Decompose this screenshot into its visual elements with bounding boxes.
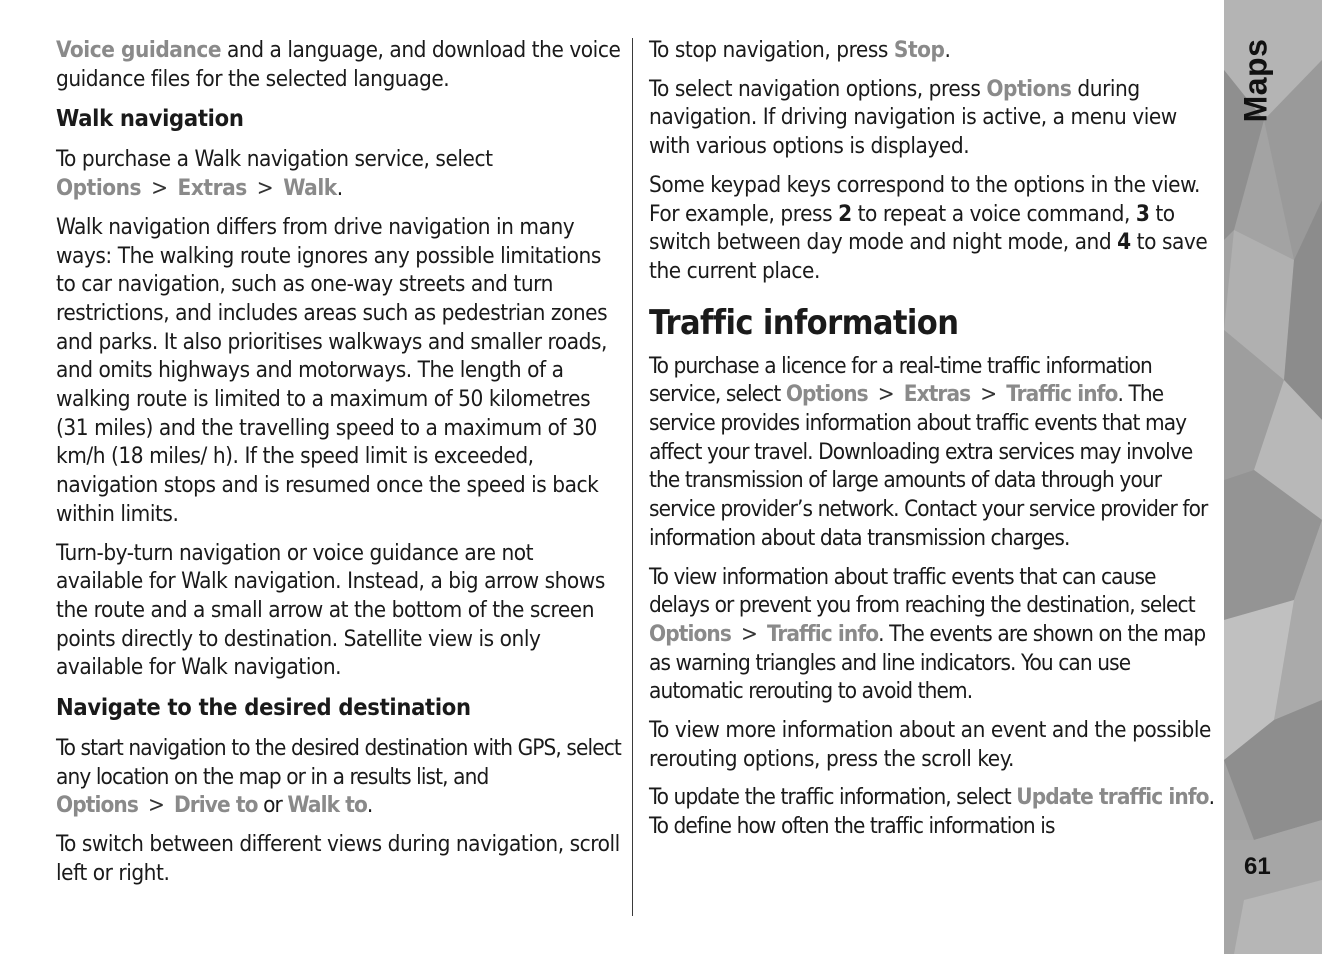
keyword-traffic-info: Traffic info	[766, 620, 879, 647]
paragraph-traffic-events: To view information about traffic events that can cause delays or prevent you from reaching the destination, select Options > Traffic info. The events are shown on the map as warning triangles and line indicators. You can use automatic rerouting to avoid them.	[649, 563, 1206, 705]
key-4: 4	[1117, 229, 1131, 256]
paragraph-walk-purchase: To purchase a Walk navigation service, select Options > Extras > Walk.	[56, 146, 493, 202]
paragraph-start-navigation: To start navigation to the desired destination with GPS, select any location on the map or in a results list, and Options > Drive to or Walk to.	[56, 735, 621, 819]
section-title	[1232, 30, 1280, 130]
paragraph-walk-turn-by-turn: Turn-by-turn navigation or voice guidance are not available for Walk navigation. Instead, a big arrow shows the route and a small arrow at the bottom of the screen points directly to destination. Satellite view is only available for Walk navigation.	[56, 539, 605, 681]
column-divider	[632, 38, 633, 916]
keyword-traffic-info: Traffic info	[1006, 381, 1118, 408]
key-2: 2	[838, 200, 852, 227]
keyword-extras: Extras	[903, 381, 971, 408]
keyword-update-traffic-info: Update traffic info	[1016, 784, 1209, 811]
heading-walk-navigation: Walk navigation	[56, 104, 244, 133]
heading-navigate-destination: Navigate to the desired destination	[56, 693, 471, 722]
paragraph-traffic-purchase: To purchase a licence for a real-time traffic information service, select Options > Extras > Traffic info. The service provides information about traffic events that may affect your travel. Downloading extra services may involve the transmission of large amounts of data through your service provider’s network. Contact your service provider for information about data transmission charges.	[649, 352, 1208, 551]
heading-traffic-information: Traffic information	[649, 302, 959, 343]
section-title-text: Maps	[1237, 38, 1274, 122]
paragraph-voice-guidance: Voice guidance and a language, and download the voice guidance files for the selected language.	[56, 37, 621, 92]
keyword-options: Options	[785, 381, 868, 408]
keyword-stop: Stop	[893, 37, 945, 63]
paragraph-switch-views: To switch between different views during navigation, scroll left or right.	[56, 831, 620, 886]
keyword-options: Options	[986, 75, 1072, 102]
keyword-extras: Extras	[177, 175, 247, 202]
right-column	[649, 36, 1215, 851]
sidebar-pattern	[1224, 0, 1322, 954]
keyword-walk-to: Walk to	[287, 792, 367, 819]
keyword-voice-guidance: Voice guidance	[56, 37, 222, 63]
keyword-drive-to: Drive to	[173, 792, 258, 819]
section-sidebar	[1224, 0, 1322, 954]
left-column	[56, 36, 622, 898]
keyword-options: Options	[56, 175, 142, 202]
page-number: 61	[1244, 853, 1271, 880]
keyword-options: Options	[649, 620, 731, 647]
keyword-options: Options	[56, 792, 138, 819]
paragraph-navigation-options: To select navigation options, press Options during navigation. If driving navigation is active, a menu view with various options is displayed.	[649, 75, 1177, 160]
key-3: 3	[1135, 200, 1150, 227]
paragraph-walk-differences: Walk navigation differs from drive navigation in many ways: The walking route ignores any possible limitations to car navigation, such as one-way streets and turn restrictions, and includes areas such as pedestrian zones and parks. It also prioritises walkways and smaller roads, and omits highways and motorways. The length of a walking route is limited to a maximum of 50 kilometres (31 miles) and the travelling speed to a maximum of 30 km/h (18 miles/ h). If the speed limit is exceeded, navigation stops and is resumed once the speed is back within limits.	[56, 213, 608, 527]
paragraph-update-traffic: To update the traffic information, select Update traffic info. To define how often the traffic information is	[649, 784, 1215, 840]
keyword-walk: Walk	[283, 175, 337, 202]
paragraph-stop-navigation: To stop navigation, press Stop.	[649, 37, 951, 63]
paragraph-event-details: To view more information about an event and the possible rerouting options, press the scroll key.	[649, 717, 1211, 772]
paragraph-keypad-keys: Some keypad keys correspond to the options in the view. For example, press 2 to repeat a voice command, 3 to switch between day mode and night mode, and 4 to save the current place.	[649, 171, 1208, 284]
